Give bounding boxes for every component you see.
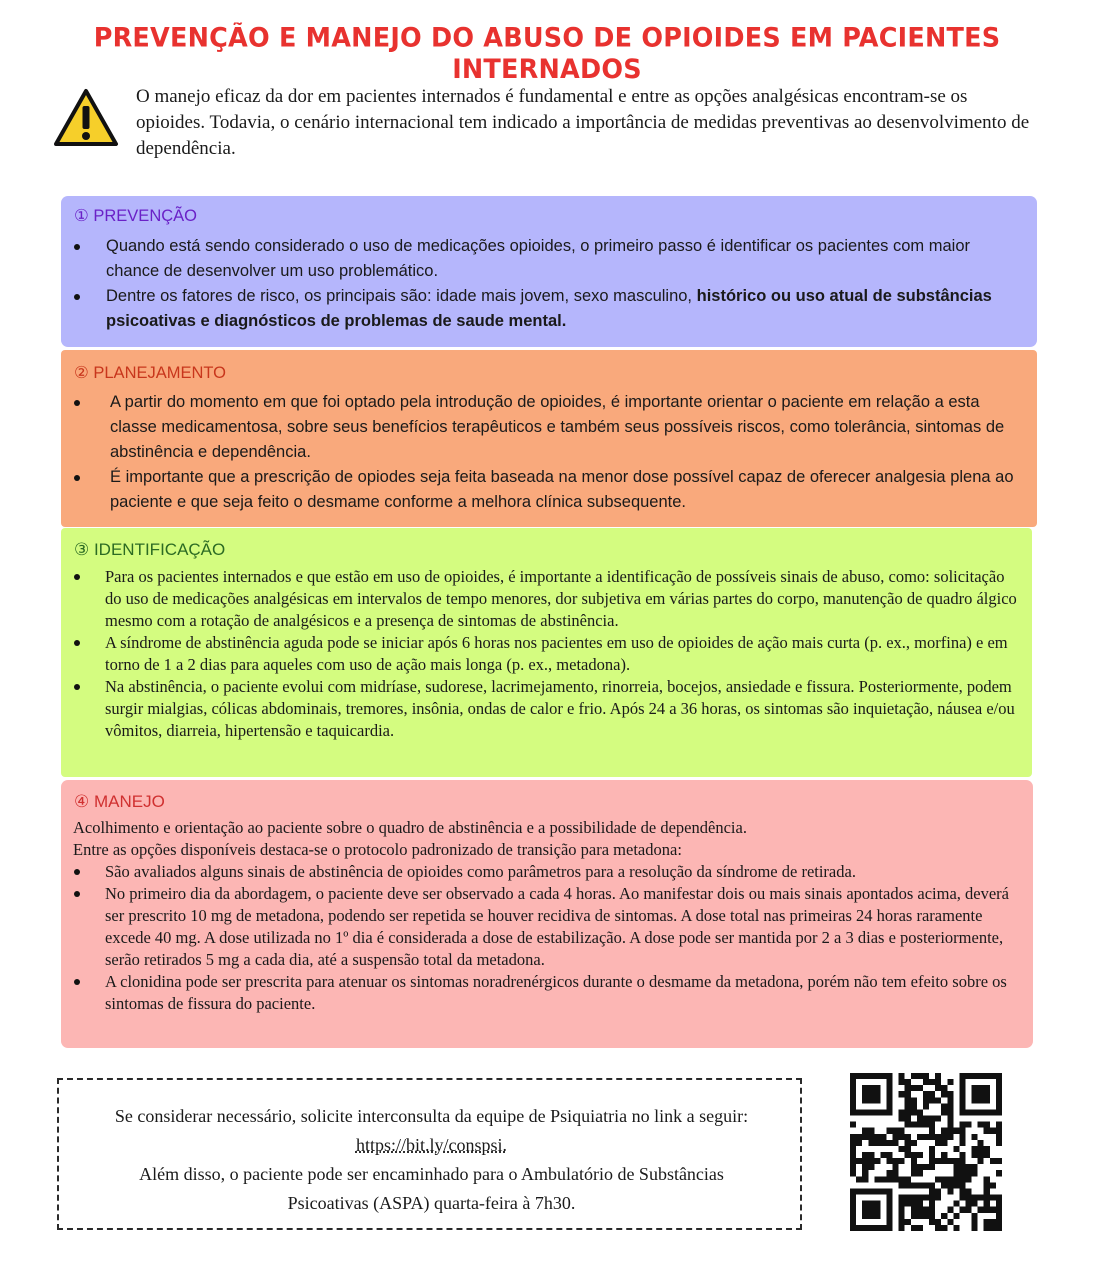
referral-box [57,1078,802,1230]
manejo-line-1: Acolhimento e orientação ao paciente sobre o quadro de abstinência e a possibilidade de dependência. [73,818,747,837]
list-item: É importante que a prescrição de opiodes seja feita baseada na menor dose possível capaz de oferecer analgesia plena ao paciente e que seja feito o desmame conforme a melhora clínica subsequente. [110,465,1025,515]
prevencao-list [106,234,1026,334]
list-item: A síndrome de abstinência aguda pode se iniciar após 6 horas nos pacientes em uso de opioides de ação mais curta (p. ex., morfina) e em torno de 1 a 2 dias para aqueles com uso de ação mais longa (p. ex., metadona). [105,632,1020,676]
list-item: No primeiro dia da abordagem, o paciente deve ser observado a cada 4 horas. Ao manifestar dois ou mais sinais apontados acima, deverá ser prescrito 10 mg de metadona, podendo ser repetida se houver recidiva de sintomas. A dose total nas primeiras 24 horas raramente excede 40 mg. A dose utilizada no 1º dia é considerada a dose de estabilização. A dose pode ser mantida por 2 a 3 dias e posteriormente, serão retirados 5 mg a cada dia, até a suspensão total da metadona. [105,883,1020,971]
identificacao-list [105,566,1020,742]
list-item: São avaliados alguns sinais de abstinência de opioides como parâmetros para a resolução da síndrome de retirada. [105,861,1020,883]
section-planejamento [61,350,1037,527]
bold-risk-text: histórico ou uso atual de substâncias psicoativas e diagnósticos de problemas de saude mental. [106,287,992,330]
referral-line-4: Psicoativas (ASPA) quarta-feira à 7h30. [287,1193,576,1213]
section-title-prevencao: ① PREVENÇÃO [74,207,197,225]
list-item: A clonidina pode ser prescrita para atenuar os sintomas noradrenérgicos durante o desmame da metadona, porém não tem efeito sobre os sintomas de fissura do paciente. [105,971,1020,1015]
referral-text [59,1102,804,1218]
intro-paragraph: O manejo eficaz da dor em pacientes internados é fundamental e entre as opções analgésicas encontram-se os opioides. Todavia, o cenário internacional tem indicado a importância de medidas preventivas ao desenvolvimento de dependência. [136,86,1030,159]
section-prevencao [61,196,1037,347]
referral-link[interactable]: https://bit.ly/conspsi. [355,1135,507,1155]
manejo-list [105,861,1020,1015]
section-title-manejo: ④ MANEJO [74,792,165,811]
list-item: A partir do momento em que foi optado pela introdução de opioides, é importante orientar o paciente em relação a esta classe medicamentosa, sobre seus benefícios terapêuticos e também seus possíveis riscos, como tolerância, sintomas de abstinência e dependência. [110,390,1025,465]
list-item: Dentre os fatores de risco, os principais são: idade mais jovem, sexo masculino, histórico ou uso atual de substâncias psicoativas e diagnósticos de problemas de saude mental. [106,284,1026,334]
section-title-planejamento: ② PLANEJAMENTO [74,364,227,382]
referral-line-1: Se considerar necessário, solicite interconsulta da equipe de Psiquiatria no link a seguir: [114,1106,749,1126]
section-title-identificacao: ③ IDENTIFICAÇÃO [74,540,226,559]
list-item: Quando está sendo considerado o uso de medicações opioides, o primeiro passo é identificar os pacientes com maior chance de desenvolver um uso problemático. [106,234,1026,284]
section-identificacao [61,528,1032,777]
planejamento-list [110,390,1025,515]
page-title: PREVENÇÃO E MANEJO DO ABUSO DE OPIOIDES EM PACIENTES INTERNADOS [93,22,1001,86]
list-item: Na abstinência, o paciente evolui com midríase, sudorese, lacrimejamento, rinorreia, bocejos, ansiedade e fissura. Posteriormente, podem surgir mialgias, cólicas abdominais, tremores, insônia, ondas de calor e frio. Após 24 a 36 horas, os sintomas são inquietação, náusea e/ou vômitos, diarreia, hipertensão e taquicardia. [105,676,1020,742]
section-manejo [61,780,1033,1048]
manejo-line-2: Entre as opções disponíveis destaca-se o protocolo padronizado de transição para metadona: [73,840,682,859]
list-item: Para os pacientes internados e que estão em uso de opioides, é importante a identificação de possíveis sinais de abuso, como: solicitação do uso de medicações analgésicas em intervalos de tempo menores, dor subjetiva em várias partes do corpo, manutenção de quadro álgico mesmo com a rotação de analgésicos e a presença de sintomas de abstinência. [105,566,1020,632]
warning-triangle-icon [53,88,119,148]
referral-line-3: Além disso, o paciente pode ser encaminhado para o Ambulatório de Substâncias [139,1164,724,1184]
qr-code-icon[interactable] [850,1073,1002,1231]
